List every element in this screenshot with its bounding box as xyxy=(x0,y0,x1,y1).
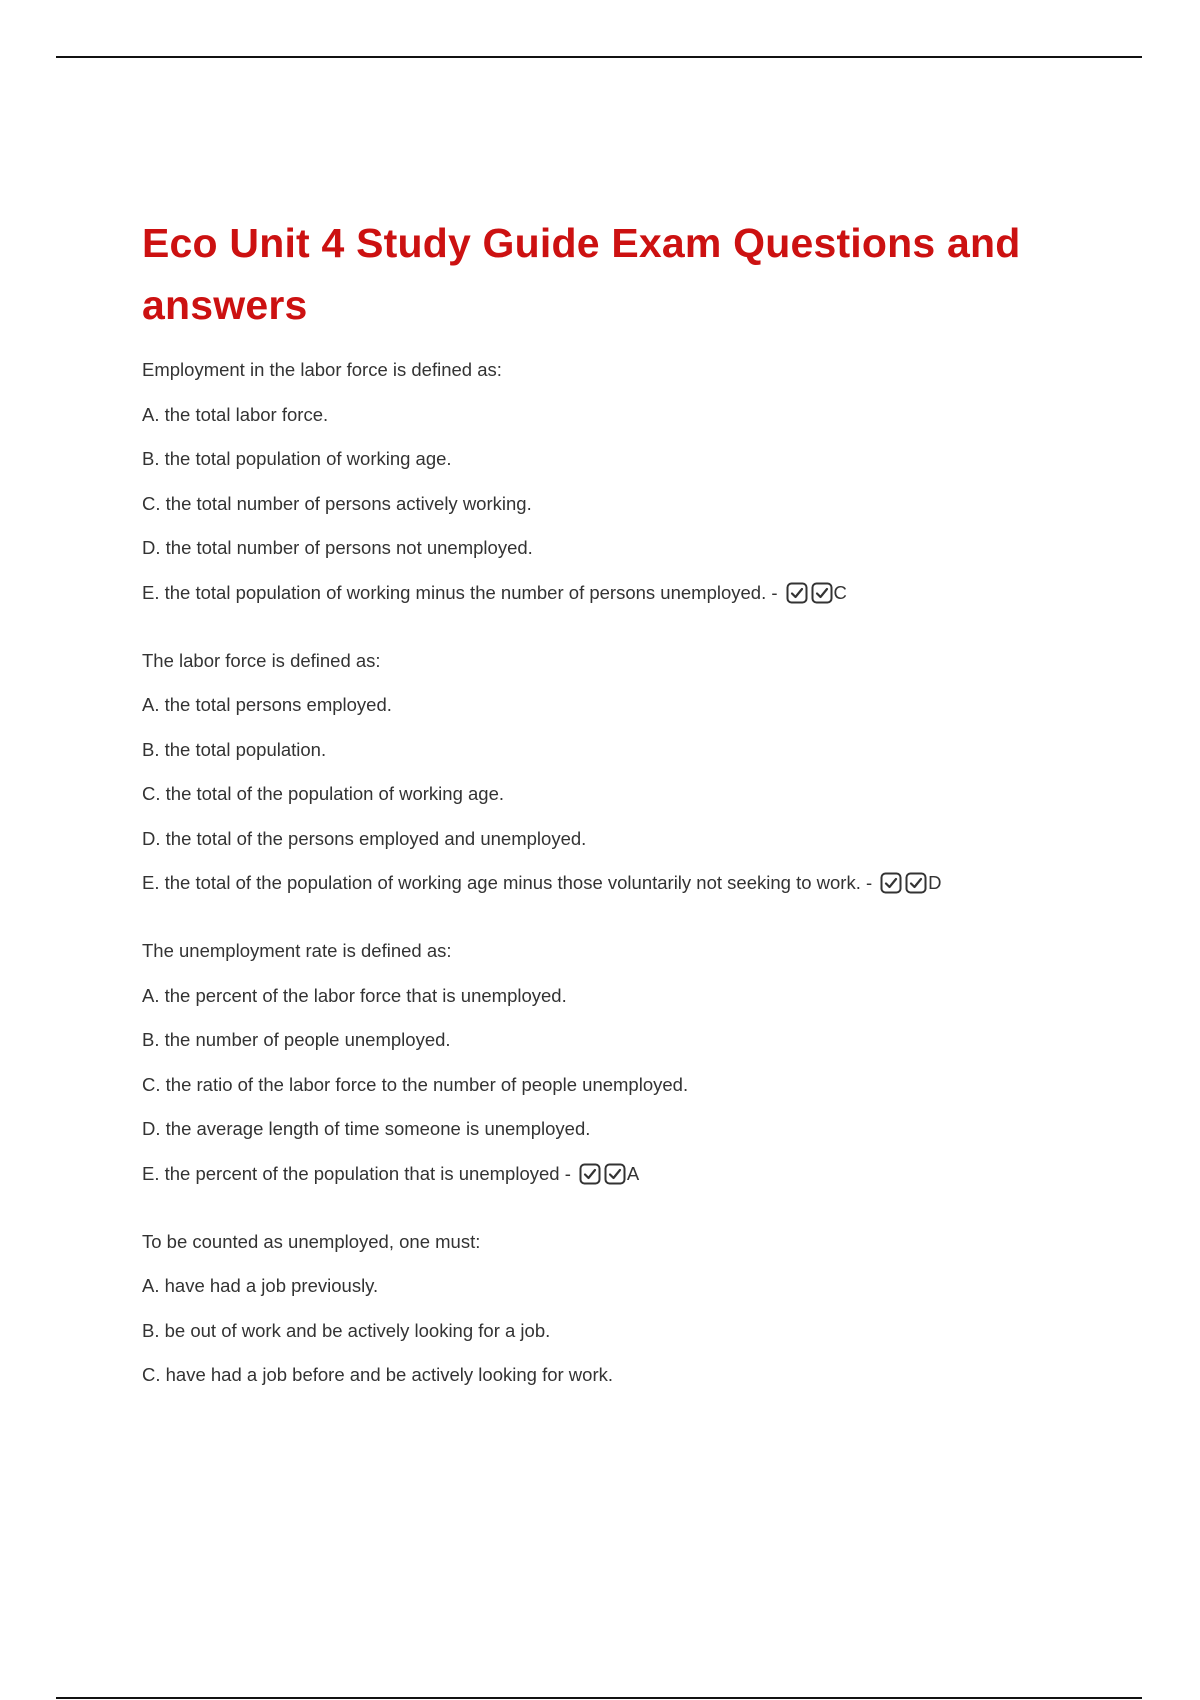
checkbox-checked-icon xyxy=(811,582,833,604)
bottom-rule xyxy=(56,1697,1142,1699)
option-b: B. be out of work and be actively looking for a job. xyxy=(142,1319,551,1341)
question-prompt: The labor force is defined as: xyxy=(142,649,381,671)
option-c: C. the ratio of the labor force to the number of people unemployed. xyxy=(142,1073,689,1095)
question-prompt: To be counted as unemployed, one must: xyxy=(142,1230,481,1252)
answer-letter: A xyxy=(626,1162,640,1184)
option-b: B. the total population. xyxy=(142,738,327,760)
checkbox-checked-icon xyxy=(579,1163,601,1185)
question-prompt: Employment in the labor force is defined as: xyxy=(142,359,502,380)
top-rule xyxy=(56,56,1142,58)
option-e-with-answer xyxy=(142,1162,1102,1186)
question-1 xyxy=(142,358,1102,605)
option-e: E. the percent of the population that is unemployed - xyxy=(142,1162,571,1184)
question-4 xyxy=(142,1230,1102,1388)
option-a: A. the percent of the labor force that is unemployed. xyxy=(142,984,567,1006)
checkbox-checked-icon xyxy=(786,582,808,604)
question-3 xyxy=(142,939,1102,1186)
checkbox-checked-icon xyxy=(604,1163,626,1185)
checkbox-checked-icon xyxy=(905,872,927,894)
document-title: Eco Unit 4 Study Guide Exam Questions and answers xyxy=(142,220,1021,328)
option-e: E. the total population of working minus the number of persons unemployed. - xyxy=(142,581,778,603)
option-e: E. the total of the population of working age minus those voluntarily not seeking to work. - xyxy=(142,872,873,893)
question-prompt: The unemployment rate is defined as: xyxy=(142,940,452,961)
option-c: C. the total of the population of working age. xyxy=(142,783,505,804)
option-c: C. the total number of persons actively working. xyxy=(142,492,532,514)
option-b: B. the number of people unemployed. xyxy=(142,1029,451,1050)
question-2 xyxy=(142,649,1102,896)
checkbox-checked-icon xyxy=(880,872,902,894)
option-a: A. the total persons employed. xyxy=(142,694,392,715)
option-a: A. have had a job previously. xyxy=(142,1275,379,1296)
option-c: C. have had a job before and be actively looking for work. xyxy=(142,1364,614,1385)
option-d: D. the total number of persons not unemployed. xyxy=(142,537,533,558)
option-a: A. the total labor force. xyxy=(142,403,329,425)
option-b: B. the total population of working age. xyxy=(142,448,452,469)
document-body xyxy=(142,212,1102,1431)
option-e-with-answer xyxy=(142,581,1102,605)
answer-letter: D xyxy=(928,872,942,893)
answer-letter: C xyxy=(833,581,847,603)
option-d: D. the average length of time someone is unemployed. xyxy=(142,1118,591,1139)
option-d: D. the total of the persons employed and unemployed. xyxy=(142,827,587,849)
option-e-with-answer xyxy=(142,871,1102,895)
